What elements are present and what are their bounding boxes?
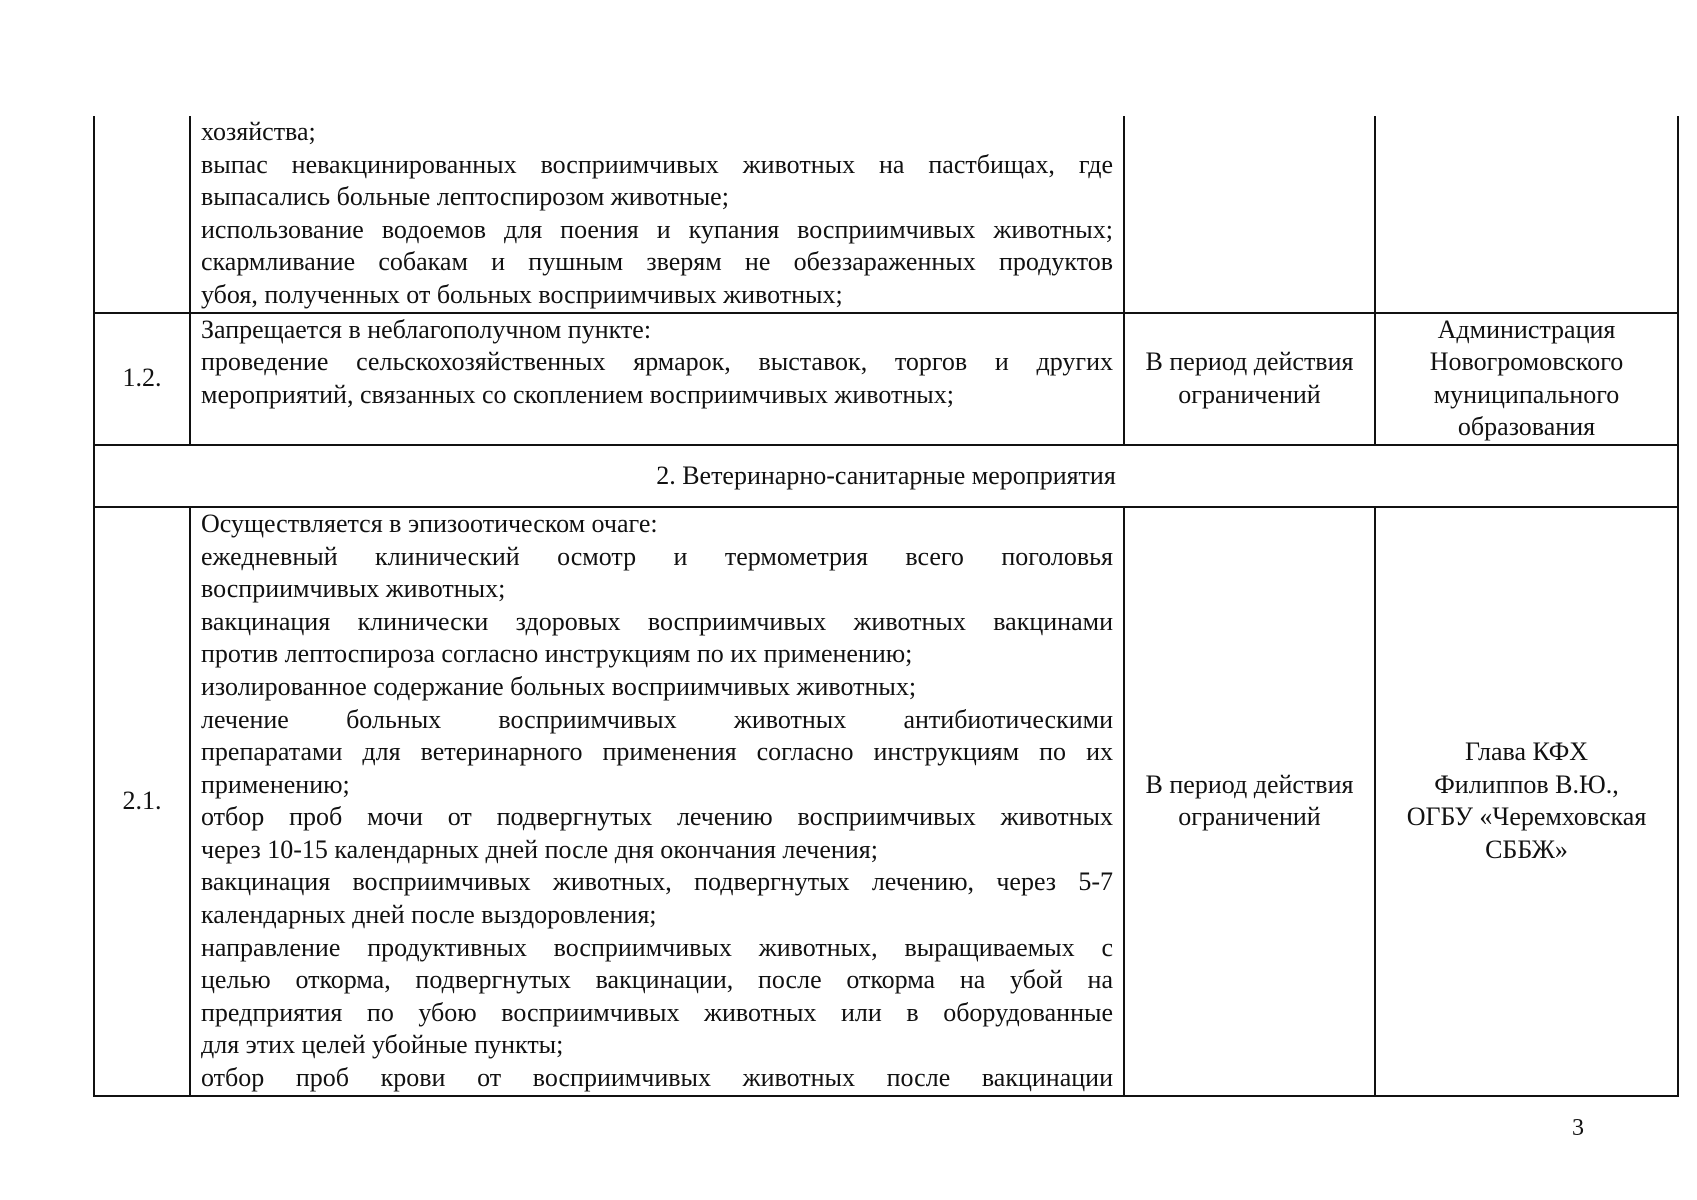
text-line: использование водоемов для поения и купания восприимчивых животных; xyxy=(201,214,1113,244)
text-line: для этих целей убойные пункты; xyxy=(201,1030,564,1060)
text-line: выпас невакцинированных восприимчивых животных на пастбищах, где xyxy=(201,149,1113,179)
row-number-cell: 1.2. xyxy=(94,313,190,445)
measures-table xyxy=(93,116,1679,1097)
text-line: предприятия по убою восприимчивых животных или в оборудованные xyxy=(201,997,1113,1027)
text-line: изолированное содержание больных восприимчивых животных; xyxy=(201,671,917,701)
term-line: ограничений xyxy=(1178,379,1321,409)
text-line: вакцинация клинически здоровых восприимчивых животных вакцинами xyxy=(201,606,1113,636)
text-line: хозяйства; xyxy=(201,117,316,146)
text-line: мероприятий, связанных со скоплением восприимчивых животных; xyxy=(201,379,954,409)
term-cell xyxy=(1124,507,1375,1096)
text-line: применению; xyxy=(201,769,350,799)
responsible-line: СББЖ» xyxy=(1485,834,1568,864)
text-line: Запрещается в неблагополучном пункте: xyxy=(201,314,652,344)
term-line: ограничений xyxy=(1178,802,1321,832)
text-line: лечение больных восприимчивых животных антибиотическими xyxy=(201,704,1113,734)
text-line: отбор проб крови от восприимчивых животных после вакцинации xyxy=(201,1063,1113,1093)
text-line: вакцинация восприимчивых животных, подвергнутых лечению, через 5-7 xyxy=(201,867,1113,897)
text-line: ежедневный клинический осмотр и термометрия всего поголовья xyxy=(201,541,1113,571)
text-line: отбор проб мочи от подвергнутых лечению восприимчивых животных xyxy=(201,802,1113,832)
responsible-line: Глава КФХ xyxy=(1464,737,1589,767)
text-line: скармливание собакам и пушным зверям не обеззараженных продуктов xyxy=(201,247,1113,277)
section-title: 2. Ветеринарно-санитарные мероприятия xyxy=(94,445,1678,507)
table-row-1-2 xyxy=(94,313,1678,445)
responsible-cell xyxy=(1375,116,1678,313)
responsible-line: Новогромовского xyxy=(1429,347,1624,377)
text-line: через 10-15 календарных дней после дня окончания лечения; xyxy=(201,834,878,864)
responsible-line: ОГБУ «Черемховская xyxy=(1406,802,1647,832)
text-line: выпасались больные лептоспирозом животные; xyxy=(201,182,729,212)
text-line: против лептоспироза согласно инструкциям по их применению; xyxy=(201,639,913,669)
responsible-cell xyxy=(1375,507,1678,1096)
measure-text-cell xyxy=(190,507,1124,1096)
term-line: В период действия xyxy=(1145,347,1354,377)
text-line: направление продуктивных восприимчивых животных, выращиваемых с xyxy=(201,932,1113,962)
text-line: календарных дней после выздоровления; xyxy=(201,900,657,930)
page-number: 3 xyxy=(1572,1115,1584,1141)
responsible-line: Филиппов В.Ю., xyxy=(1434,769,1619,799)
responsible-cell xyxy=(1375,313,1678,445)
term-cell xyxy=(1124,116,1375,313)
text-line: проведение сельскохозяйственных ярмарок, выставок, торгов и других xyxy=(201,347,1113,377)
responsible-line: образования xyxy=(1457,412,1596,442)
text-line: Осуществляется в эпизоотическом очаге: xyxy=(201,508,658,538)
text-line xyxy=(201,411,1113,444)
row-number-cell xyxy=(94,116,190,313)
row-number-cell: 2.1. xyxy=(94,507,190,1096)
responsible-line: Администрация xyxy=(1437,314,1616,344)
term-line: В период действия xyxy=(1145,769,1354,799)
measure-text-cell xyxy=(190,116,1124,313)
text-line: препаратами для ветеринарного применения согласно инструкциям по их xyxy=(201,737,1113,767)
table-row-continued xyxy=(94,116,1678,313)
section-row xyxy=(94,445,1678,507)
measure-text-cell xyxy=(190,313,1124,445)
responsible-line: муниципального xyxy=(1433,379,1620,409)
table-row-2-1 xyxy=(94,507,1678,1096)
text-line: убоя, полученных от больных восприимчивых животных; xyxy=(201,279,843,309)
text-line: восприимчивых животных; xyxy=(201,574,506,604)
term-cell xyxy=(1124,313,1375,445)
text-line: целью откорма, подвергнутых вакцинации, после откорма на убой на xyxy=(201,965,1113,995)
